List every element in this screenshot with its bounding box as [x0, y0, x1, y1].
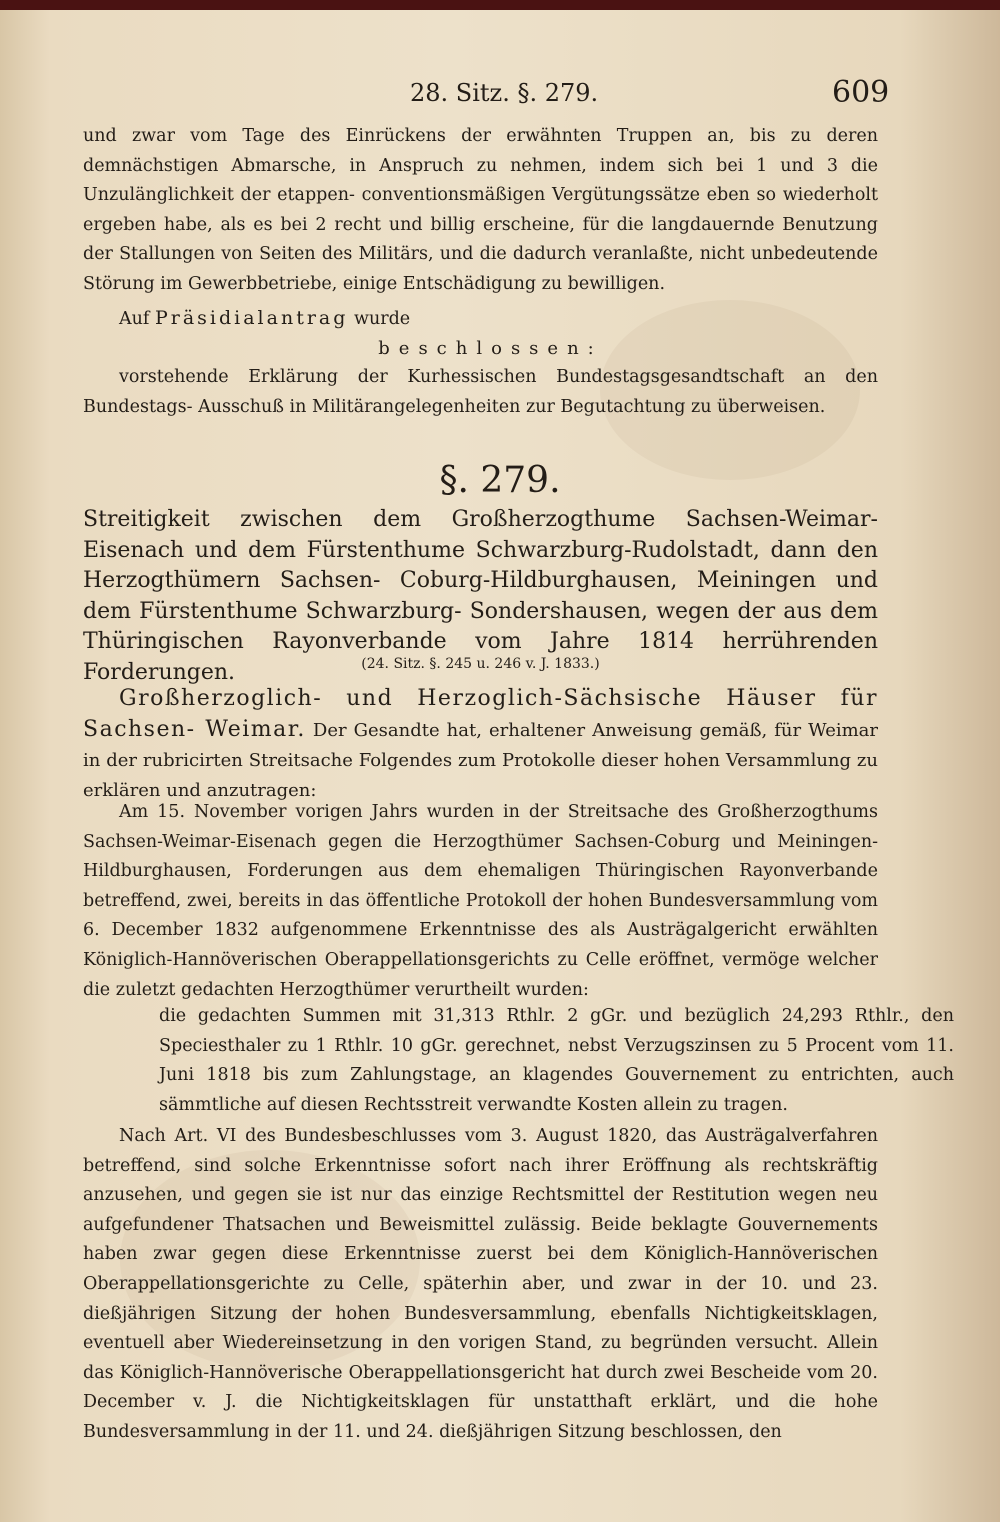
continuation-paragraph: und zwar vom Tage des Einrückens der erwähnten Truppen an, bis zu deren demnächstigen Abmarsche, in Anspruch zu nehmen, indem sich bei 1 und 3 die Unzulänglichkeit der etappen- conventionsmäßigen Vergütungssätze eben so wiederholt ergeben habe, als es bei 2 recht und billig erscheine, für die langdauernde Benutzung der Stallungen von Seiten des Militärs, und die dadurch veranlaßte, nicht unbedeutende Störung im Gewerbbetriebe, einige Entschädigung zu bewilligen. — [83, 126, 878, 294]
page-header — [0, 75, 1000, 115]
reference-block — [83, 640, 878, 674]
binding-edge — [0, 0, 1000, 10]
page-number: 609 — [832, 75, 890, 110]
paragraph-1: Am 15. November vorigen Jahrs wurden in der Streitsache des Großherzogthums Sachsen-Weimar-Eisenach gegen die Herzogthümer Sachsen-Coburg und Meiningen-Hildburghausen, Forderungen aus dem ehemaligen Thüringischen Rayonverbande betreffend, zwei, bereits in das öffentliche Protokoll der hohen Bundesversammlung vom 6. December 1832 aufgenommene Erkenntnisse des als Austrägalgericht erwählten Königlich-Hannöverischen Oberappellationsgerichts zu Celle eröffnet, vermöge welcher die zuletzt gedachten Herzogthümer verurtheilt wurden: — [83, 802, 878, 1000]
paragraph-2: Nach Art. VI des Bundesbeschlusses vom 3. August 1820, das Austrägalverfahren betreffend, sind solche Erkenntnisse sofort nach ihrer Eröffnung als rechtskräftig anzusehen, und gegen sie ist nur das einzige Rechtsmittel der Restitution wegen neu aufgefundener Thatsachen und Beweismittel zulässig. Beide beklagte Gouvernements haben zwar gegen diese Erkenntnisse zuerst bei dem Königlich-Hannöverischen Oberappellationsgerichte zu Celle, späterhin aber, und zwar in der 10. und 23. dießjährigen Sitzung der hohen Bundesversammlung, ebenfalls Nichtigkeitsklagen, eventuell aber Wiedereinsetzung in den vorigen Stand, zu begründen versucht. Allein das Königlich-Hannöverische Oberappellationsgericht hat durch zwei Bescheide vom 20. December v. J. die Nichtigkeitsklagen für unstatthaft erklärt, und die hohe Bundesversammlung in der 11. und 24. dießjährigen Sitzung beschlossen, den — [83, 1126, 878, 1442]
intro-text: Der Gesandte hat, erhaltener Anweisung gemäß, für Weimar in der rubricirten Streitsache Folgendes zum Protokolle dieser hohen Versammlung zu erklären und anzutragen: — [83, 720, 879, 801]
resolution-text: vorstehende Erklärung der Kurhessischen Bundestagsgesandtschaft an den Bundestags- Ausschuß in Militärangelegenheiten zur Begutachtung zu überweisen. — [83, 367, 878, 417]
declaring-party: Großherzoglich- und Herzoglich-Sächsische Häuser für Sachsen- Weimar. — [83, 686, 878, 742]
main-body — [83, 798, 878, 1005]
section-number: §. 279. — [439, 460, 561, 501]
motion-emphasis: Präsidialantrag — [154, 306, 349, 329]
section-title: Streitigkeit zwischen dem Großherzogthume Sachsen-Weimar-Eisenach und dem Fürstenthume Schwarzburg-Rudolstadt, dann den Herzogthümern Sachsen- Coburg-Hildburghausen, Meiningen und dem Fürstenthume Schwarzburg- Sondershausen, wegen der aus dem Thüringischen Rayonverbande vom Jahre 1814 herrührenden Forderungen. — [83, 507, 878, 685]
motion-suffix: wurde — [353, 308, 411, 329]
cross-reference: (24. Sitz. §. 245 u. 246 v. J. 1833.) — [361, 656, 600, 672]
resolved-heading: beschlossen: — [378, 338, 603, 360]
running-title: 28. Sitz. §. 279. — [410, 79, 599, 107]
main-body-continued — [83, 1122, 878, 1448]
continuation-block — [83, 122, 878, 422]
quote-text: die gedachten Summen mit 31,313 Rthlr. 2 gGr. und bezüglich 24,293 Rthlr., den Speciesthaler zu 1 Rthlr. 10 gGr. gerechnet, nebst Verzugszinsen zu 5 Procent vom 11. Juni 1818 bis zum Zahlungstage, an klagendes Gouvernement zu entrichten, auch sämmtliche auf diesen Rechtsstreit verwandte Kosten allein zu tragen. — [159, 1006, 954, 1115]
motion-prefix: Auf — [119, 308, 150, 329]
judgment-quote — [83, 1002, 954, 1120]
motion-line — [83, 304, 878, 335]
declaration-intro — [83, 684, 878, 806]
